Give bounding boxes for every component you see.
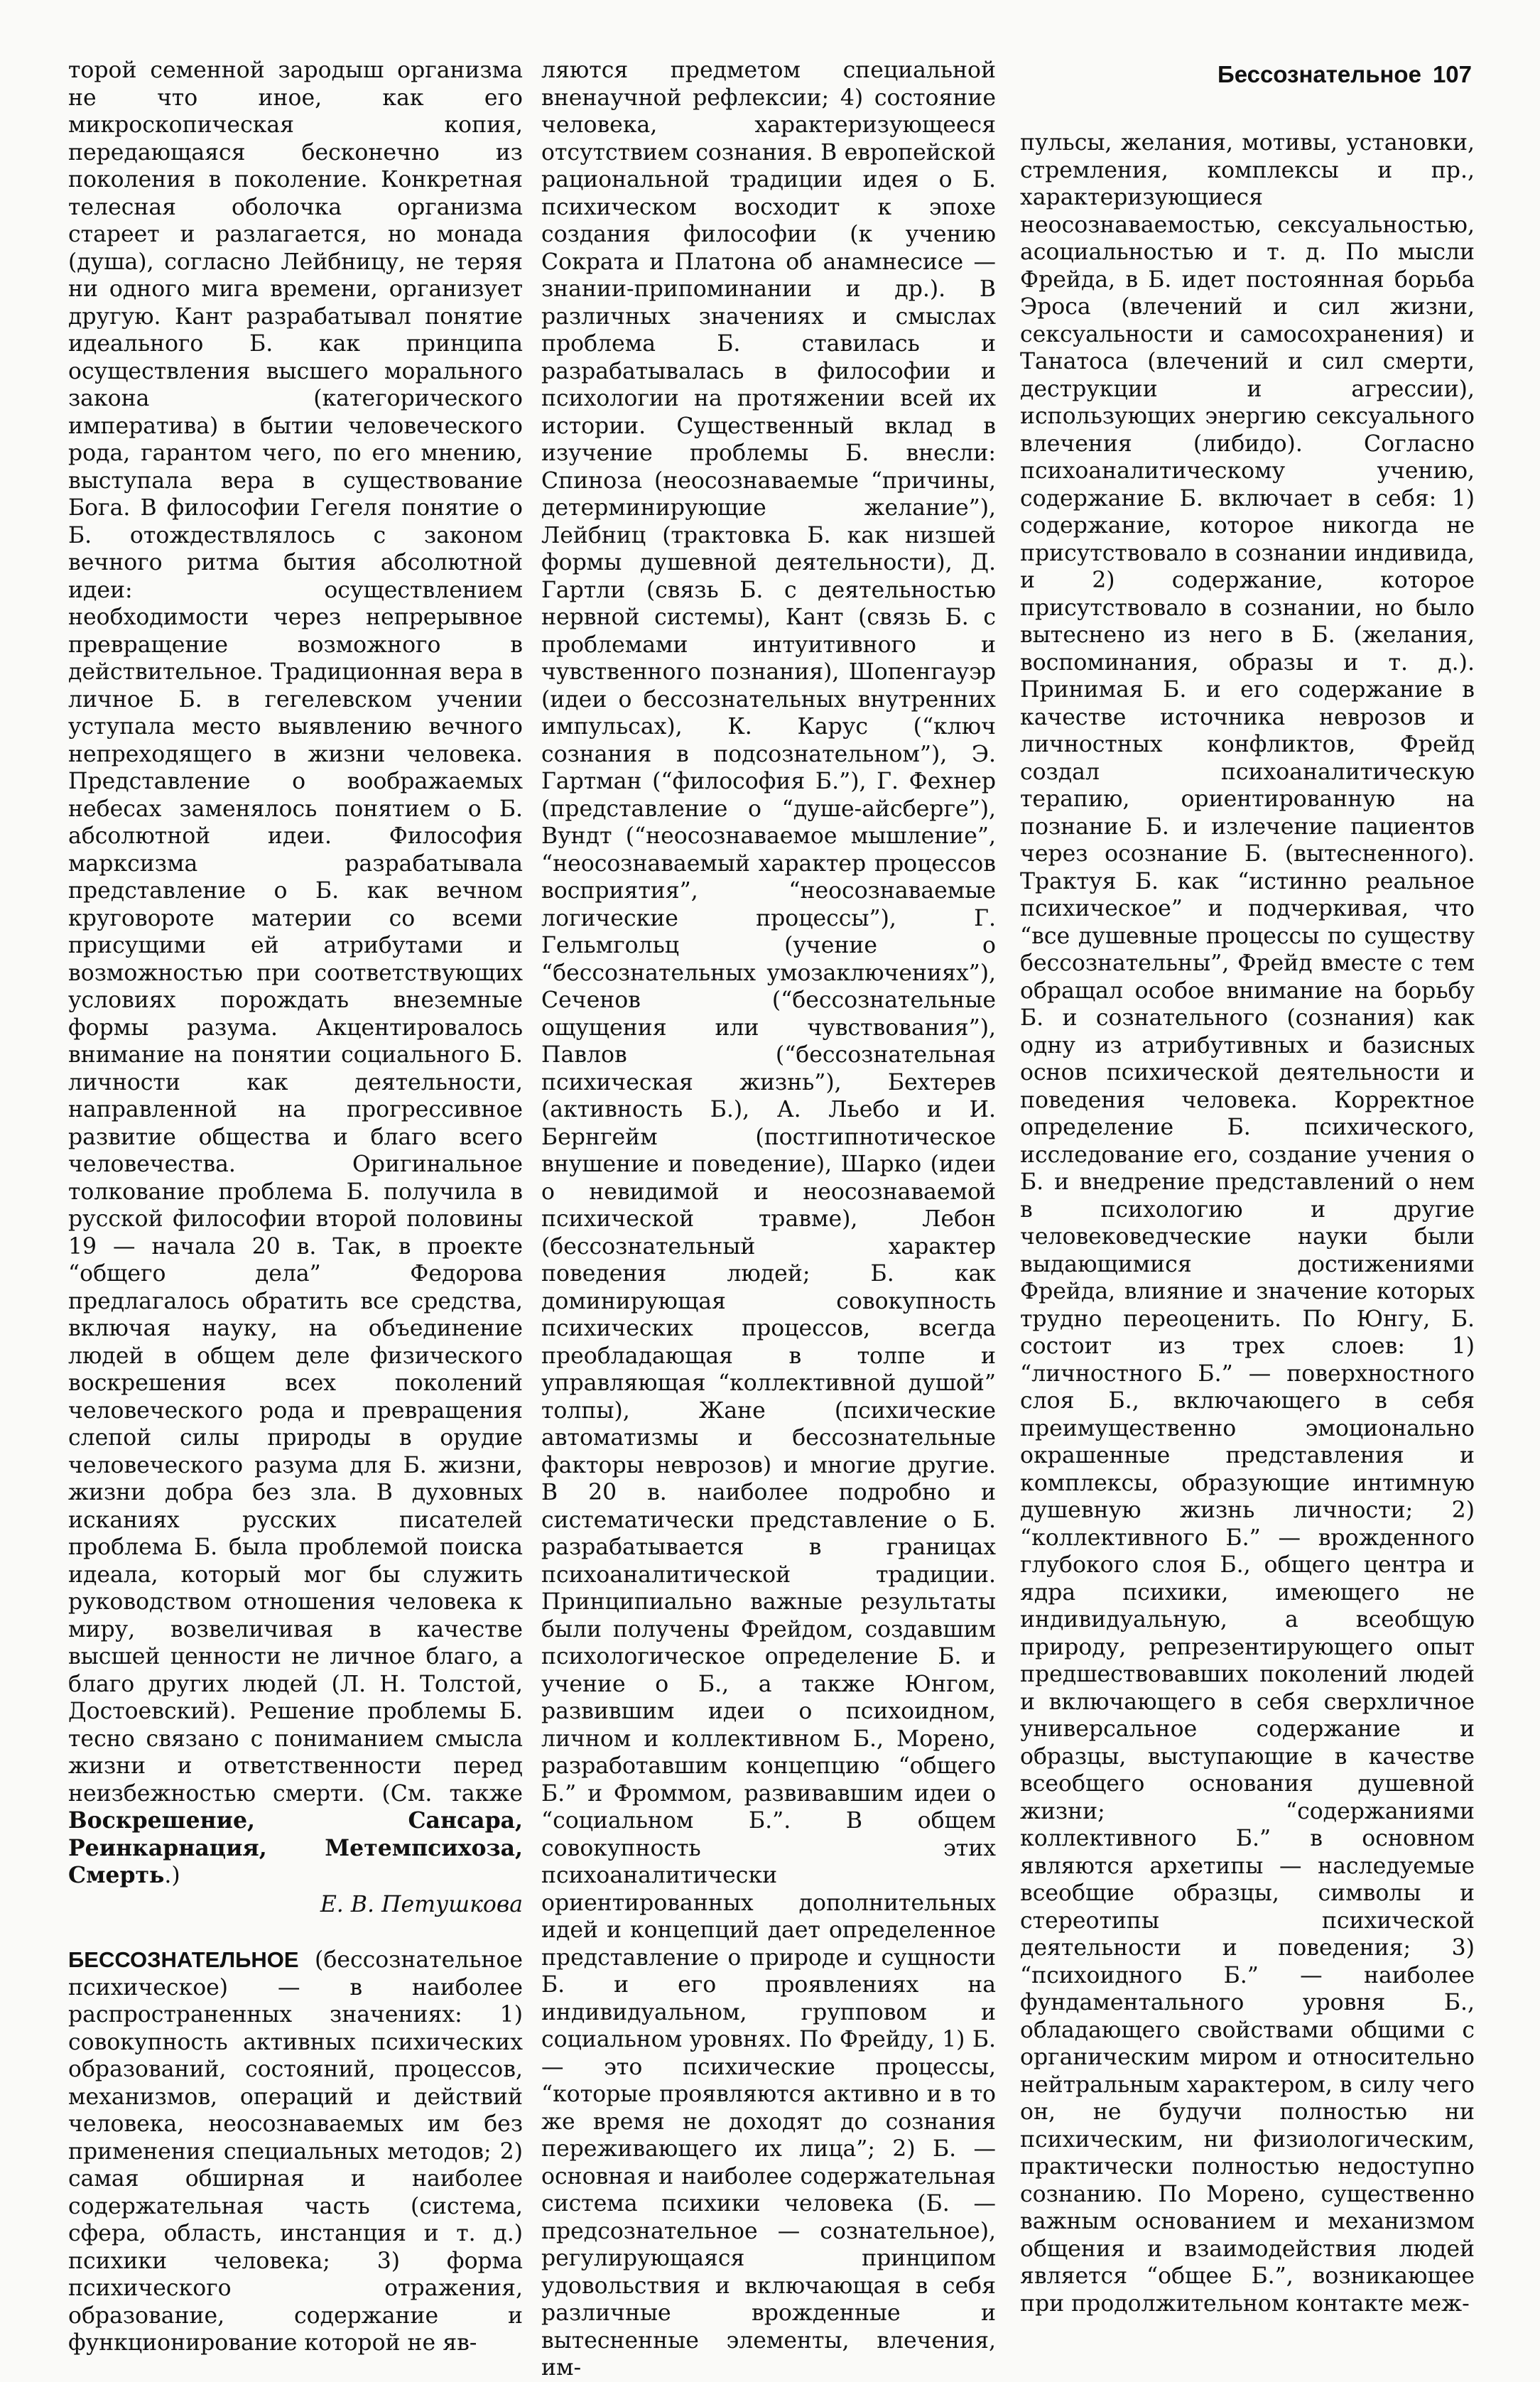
article-author: Е. В. Петушкова: [320, 1891, 523, 1917]
body-text: ляются предметом специальной вненаучной рефлексии; 4) состояние человека, характеризующееся отсутствием сознания. В европейской рациональной традиции идея о Б. психическом восходит к эпохе создания философии (к учению Сократа и Платона об анамнесисе — знании-припоминании и др.). В различных значениях и смыслах проблема Б. ставилась и разрабатывалась в философии и психологии на протяжении всей их истории. Существенный вклад в изучение проблемы Б. внесли: Спиноза (неосознаваемые “причины, детерминирующие желание”), Лейбниц (трактовка Б. как низшей формы душевной деятельности), Д. Гартли (связь Б. с деятельностью нервной системы), Кант (связь Б. с проблемами интуитивного и чувственного познания), Шопенгауэр (идеи о бессознательных внутренних импульсах), К. Карус (“ключ сознания в подсознательном”), Э. Гартман (“философия Б.”), Г. Фехнер (представление о “душе-айсберге”), Вундт (“неосознаваемое мышление”, “неосознаваемый характер процессов восприятия”, “неосознаваемые логические процессы”), Г. Гельмгольц (учение о “бессознательных умозаключениях”), Сеченов (“бессознательные ощущения или чувствования”), Павлов (“бессознательная психическая жизнь”), Бехтерев (активность Б.), А. Льебо и И. Бернгейм (постгипнотическое внушение и поведение), Шарко (идеи о невидимой и неосознаваемой психической травме), Лебон (бессознательный характер поведения людей; Б. как доминирующая совокупность психических процессов, всегда преобладающая в толпе и управляющая “коллективной душой” толпы), Жане (психические автоматизмы и бессознательные факторы неврозов) и многие другие. В 20 в. наиболее подробно и систематически представление о Б. разрабатывается в границах психоаналитической традиции. Принципиально важные результаты были получены Фрейдом, создавшим психологическое определение Б. и учение о Б., а также Юнгом, развившим идеи о психоидном, личном и коллективном Б., Морено, разработавшим концепцию “общего Б.” и Фроммом, развивавшим идеи о “социальном Б.”. В общем совокупность этих психоаналитически ориентированных дополнительных идей и концепций дает определенное представление о природе и сущности Б. и его проявлениях на индивидуальном, групповом и социальном уровнях. По Фрейду, 1) Б. — это психические процессы, “которые проявляются активно и в то же время не доходят до сознания переживающего их лица”; 2) Б. — основная и наиболее содержательная система психики человека (Б. — предсознательное — сознательное), регулирующаяся принципом удовольствия и включающая в себя различные врожденные и вытесненные элементы, влечения, им-: [541, 58, 996, 2381]
see-also-end: .): [164, 1863, 180, 1888]
paragraph-continuation: [68, 57, 523, 1890]
see-also-links: Воскрешение, Сансара, Реинкарнация, Метемпсихоза, Смерть: [68, 1807, 523, 1888]
text-column-2: [541, 57, 996, 2382]
entry-text: (бессознательное психическое) — в наиболее распространенных значениях: 1) совокупность активных психических образований, состояний, процессов, механизмов, операций и действий человека, неосознаваемых им без применения специальных методов; 2) самая обширная и наиболее содержательная часть (система, сфера, область, инстанция и т. д.) психики человека; 3) форма психического отражения, образование, содержание и функционирование которой не яв-: [68, 1947, 523, 2356]
text-column-3: [1020, 129, 1475, 2317]
page-number: 107: [1432, 61, 1472, 87]
entry-start: [68, 1947, 523, 2357]
text-column-1: [68, 57, 523, 2357]
body-text: пульсы, желания, мотивы, установки, стремления, комплексы и пр., характеризующиеся неосознаваемостью, сексуальностью, асоциальностью и т. д. По мысли Фрейда, в Б. идет постоянная борьба Эроса (влечений и сил жизни, сексуальности и самосохранения) и Танатоса (влечений и сил смерти, деструкции и агрессии), использующих энергию сексуального влечения (либидо). Согласно психоаналитическому учению, содержание Б. включает в себя: 1) содержание, которое никогда не присутствовало в сознании индивида, и 2) содержание, которое присутствовало в сознании, но было вытеснено из него в Б. (желания, воспоминания, образы и т. д.). Принимая Б. и его содержание в качестве источника неврозов и личностных конфликтов, Фрейд создал психоаналитическую терапию, ориентированную на познание Б. и излечение пациентов через осознание Б. (вытесненного). Трактуя Б. как “истинно реальное психическое” и подчеркивая, что “все душевные процессы по существу бессознательны”, Фрейд вместе с тем обращал особое внимание на борьбу Б. и сознательного (сознания) как одну из атрибутивных и базисных основ психической деятельности и поведения человека. Корректное определение Б. психического, исследование его, создание учения о Б. и внедрение представлений о нем в психологию и другие человековедческие науки были выдающимися достижениями Фрейда, влияние и значение которых трудно переоценить. По Юнгу, Б. состоит из трех слоев: 1) “личностного Б.” — поверхностного слоя Б., включающего в себя преимущественно эмоционально окрашенные представления и комплексы, образующие интимную душевную жизнь личности; 2) “коллективного Б.” — врожденного глубокого слоя Б., общего центра и ядра психики, имеющего не индивидуальную, а всеобщую природу, репрезентирующего опыт предшествовавших поколений людей и включающего в себя сверхличное универсальное содержание и образцы, выступающие в качестве всеобщего основания душевной жизни; “содержаниями коллективного Б.” в основном являются архетипы — наследуемые всеобщие образцы, символы и стереотипы психической деятельности и поведения; 3) “психоидного Б.” — наиболее фундаментального уровня Б., обладающего свойствами общими с органическим миром и относительно нейтральным характером, в силу чего он, не будучи полностью ни психическим, ни физиологическим, практически полностью недоступно сознанию. По Морено, существенно важным основанием и механизмом общения и взаимодействия людей является “общее Б.”, возникающее при продолжительном контакте меж-: [1020, 130, 1475, 2317]
running-head: [1218, 61, 1472, 88]
running-title: Бессознательное: [1217, 61, 1421, 87]
entry-headword: БЕССОЗНАТЕЛЬНОЕ: [68, 1947, 299, 1972]
body-text: торой семенной зародыш организма не что иное, как его микроскопическая копия, передающаяся бесконечно из поколения в поколение. Конкретная телесная оболочка организма стареет и разлагается, но монада (душа), согласно Лейбницу, не теряя ни одного мига времени, организует другую. Кант разрабатывал понятие идеального Б. как принципа осуществления высшего морального закона (категорического императива) в бытии человеческого рода, гарантом чего, по его мнению, выступала вера в существование Бога. В философии Гегеля понятие о Б. отождествлялось с законом вечного ритма бытия абсолютной идеи: осуществлением необходимости через непрерывное превращение возможного в действительное. Традиционная вера в личное Б. в гегелевском учении уступала место выявлению вечного непреходящего в жизни человека. Представление о воображаемых небесах заменялось понятием о Б. абсолютной идеи. Философия марксизма разрабатывала представление о Б. как вечном круговороте материи со всеми присущими ей атрибутами и возможностью при соответствующих условиях порождать внеземные формы разума. Акцентировалось внимание на понятии социального Б. личности как деятельности, направленной на прогрессивное развитие общества и благо всего человечества. Оригинальное толкование проблема Б. получила в русской философии второй половины 19 — начала 20 в. Так, в проекте “общего дела” Федорова предлагалось обратить все средства, включая науку, на объединение людей в общем деле физического воскрешения всех поколений человеческого рода и превращения слепой силы природы в орудие человеческого разума для Б. жизни, жизни добра без зла. В духовных исканиях русских писателей проблема Б. была проблемой поиска идеала, который мог бы служить руководством отношения человека к миру, возвеличивая в качестве высшей ценности не личное благо, а благо других людей (Л. Н. Толстой, Достоевский). Решение проблемы Б. тесно связано с пониманием смысла жизни и ответственности перед неизбежностью смерти. (См. также: [68, 58, 523, 1807]
